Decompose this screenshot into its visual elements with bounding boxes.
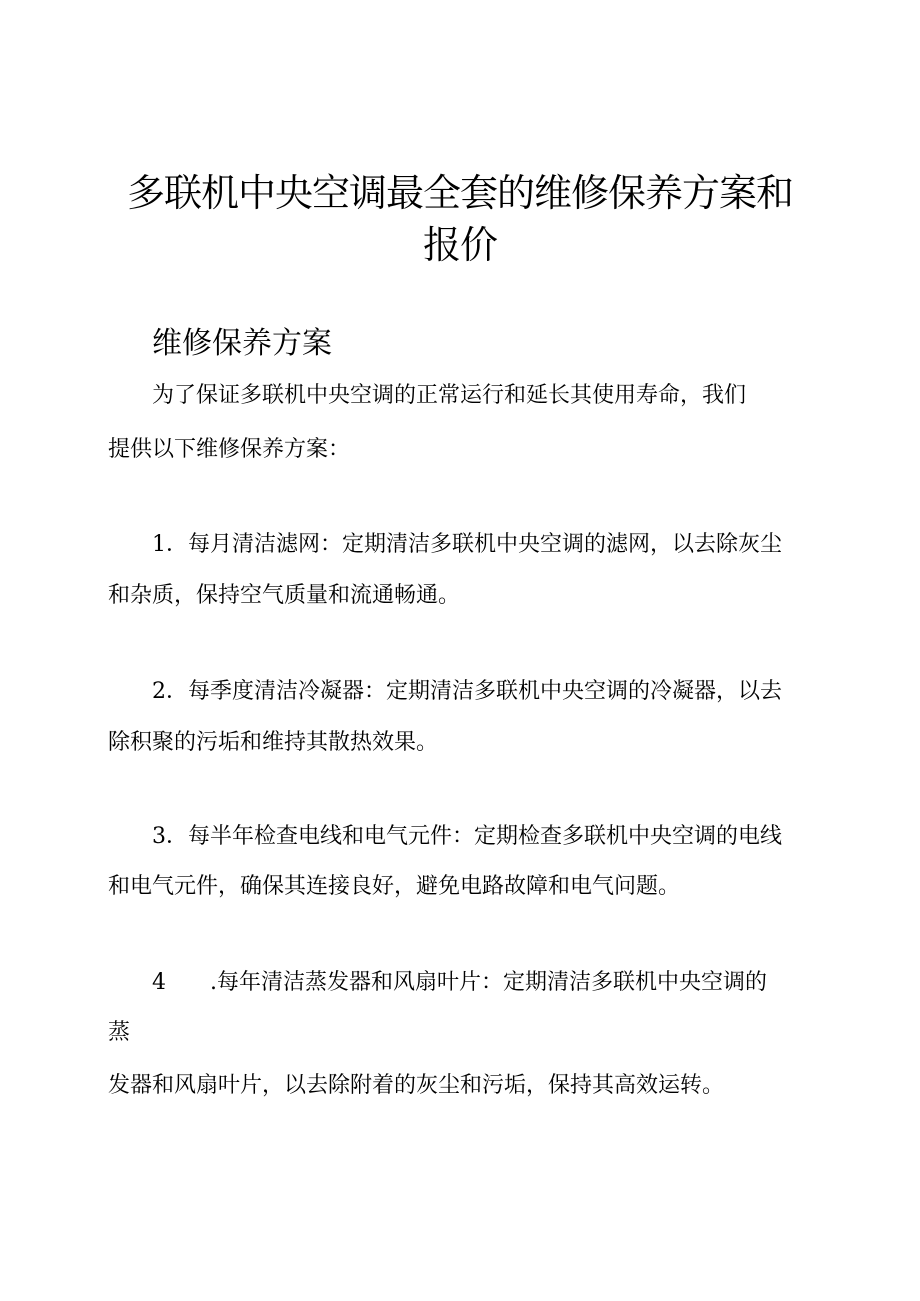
item-3-line-1: 3．每半年检查电线和电气元件：定期检查多联机中央空调的电线 — [152, 824, 782, 849]
item-4-line-2: 蒸 — [108, 1020, 131, 1045]
item-4-line-3: 发器和风扇叶片，以去除附着的灰尘和污垢，保持其高效运转。 — [108, 1073, 725, 1098]
document-title-line-2: 报价 — [422, 223, 497, 267]
item-2-line-2: 除积聚的污垢和维持其散热效果。 — [108, 730, 439, 755]
item-2-line-1: 2．每季度清洁冷凝器：定期清洁多联机中央空调的冷凝器，以去 — [152, 679, 782, 704]
intro-line-2: 提供以下维修保养方案： — [108, 437, 351, 462]
item-1-line-1: 1．每月清洁滤网：定期清洁多联机中央空调的滤网，以去除灰尘 — [152, 532, 782, 557]
item-1-line-2: 和杂质，保持空气质量和流通畅通。 — [108, 583, 461, 608]
item-3-line-2: 和电气元件，确保其连接良好，避免电路故障和电气问题。 — [108, 874, 681, 899]
document-title-line-1: 多联机中央空调最全套的维修保养方案和 — [126, 171, 793, 215]
section-heading: 维修保养方案 — [152, 326, 332, 361]
item-4-line-1: 4 .每年清洁蒸发器和风扇叶片：定期清洁多联机中央空调的 — [152, 970, 767, 995]
intro-line-1: 为了保证多联机中央空调的正常运行和延长其使用寿命，我们 — [152, 383, 747, 408]
